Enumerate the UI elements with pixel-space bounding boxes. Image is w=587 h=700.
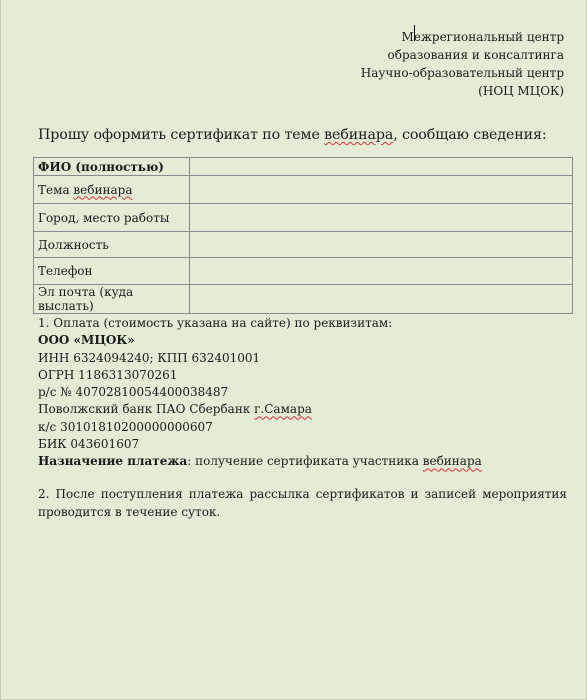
form-value-cell[interactable] (190, 232, 573, 258)
form-label: Должность (34, 232, 190, 258)
spellcheck-flagged-word: г.Самара (254, 402, 312, 417)
inn-kpp: ИНН 6324094240; КПП 632401001 (38, 350, 261, 365)
payment-purpose (38, 453, 482, 470)
bank-name (38, 401, 482, 418)
request-sentence (38, 127, 547, 143)
spellcheck-flagged-word: вебинара (73, 182, 133, 197)
payment-purpose-label: Назначение платежа (38, 454, 188, 469)
form-label: ФИО (полностью) (34, 158, 190, 176)
organization-header (361, 28, 564, 100)
bank-name-text: Поволжский банк ПАО Сбербанк (38, 402, 255, 417)
table-row (34, 232, 573, 258)
org-line: (НОЦ МЦОК) (478, 84, 564, 98)
table-row (34, 204, 573, 232)
form-value-cell[interactable] (190, 158, 573, 176)
spellcheck-flagged-word: вебинара (422, 454, 482, 469)
table-row (34, 176, 573, 204)
bank-account: р/с № 40702810054400038487 (38, 385, 229, 400)
payment-intro: 1. Оплата (стоимость указана на сайте) по реквизитам: (38, 316, 393, 330)
form-value-cell[interactable] (190, 204, 573, 232)
ogrn: ОГРН 1186313070261 (38, 367, 178, 382)
form-label (34, 176, 190, 204)
form-label: Город, место работы (34, 204, 190, 232)
table-row (34, 258, 573, 285)
payment-details (38, 315, 482, 471)
bik: БИК 043601607 (38, 437, 140, 452)
spellcheck-flagged-word: вебинара (324, 127, 394, 143)
table-row (34, 158, 573, 176)
form-value-cell[interactable] (190, 285, 573, 314)
org-line: образования и консалтинга (387, 48, 564, 62)
company-name: ООО «МЦОК» (38, 333, 135, 348)
form-label: Эл почта (куда выслать) (34, 285, 190, 314)
org-line: Научно-образовательный центр (360, 66, 564, 80)
participant-form-table (33, 157, 573, 314)
form-value-cell[interactable] (190, 176, 573, 204)
form-label-text: Тема (38, 182, 74, 197)
table-row (34, 285, 573, 314)
request-text: , сообщаю сведения: (393, 127, 547, 143)
form-label: Телефон (34, 258, 190, 285)
correspondent-account: к/с 30101810200000000607 (38, 419, 213, 434)
org-line: Межрегиональный центр (401, 30, 564, 44)
delivery-note: 2. После поступления платежа рассылка сертификатов и записей мероприятия проводится в течение суток. (38, 487, 567, 519)
payment-purpose-text: : получение сертификата участника (187, 454, 423, 469)
request-text: Прошу оформить сертификат по теме (38, 127, 325, 143)
form-value-cell[interactable] (190, 258, 573, 285)
